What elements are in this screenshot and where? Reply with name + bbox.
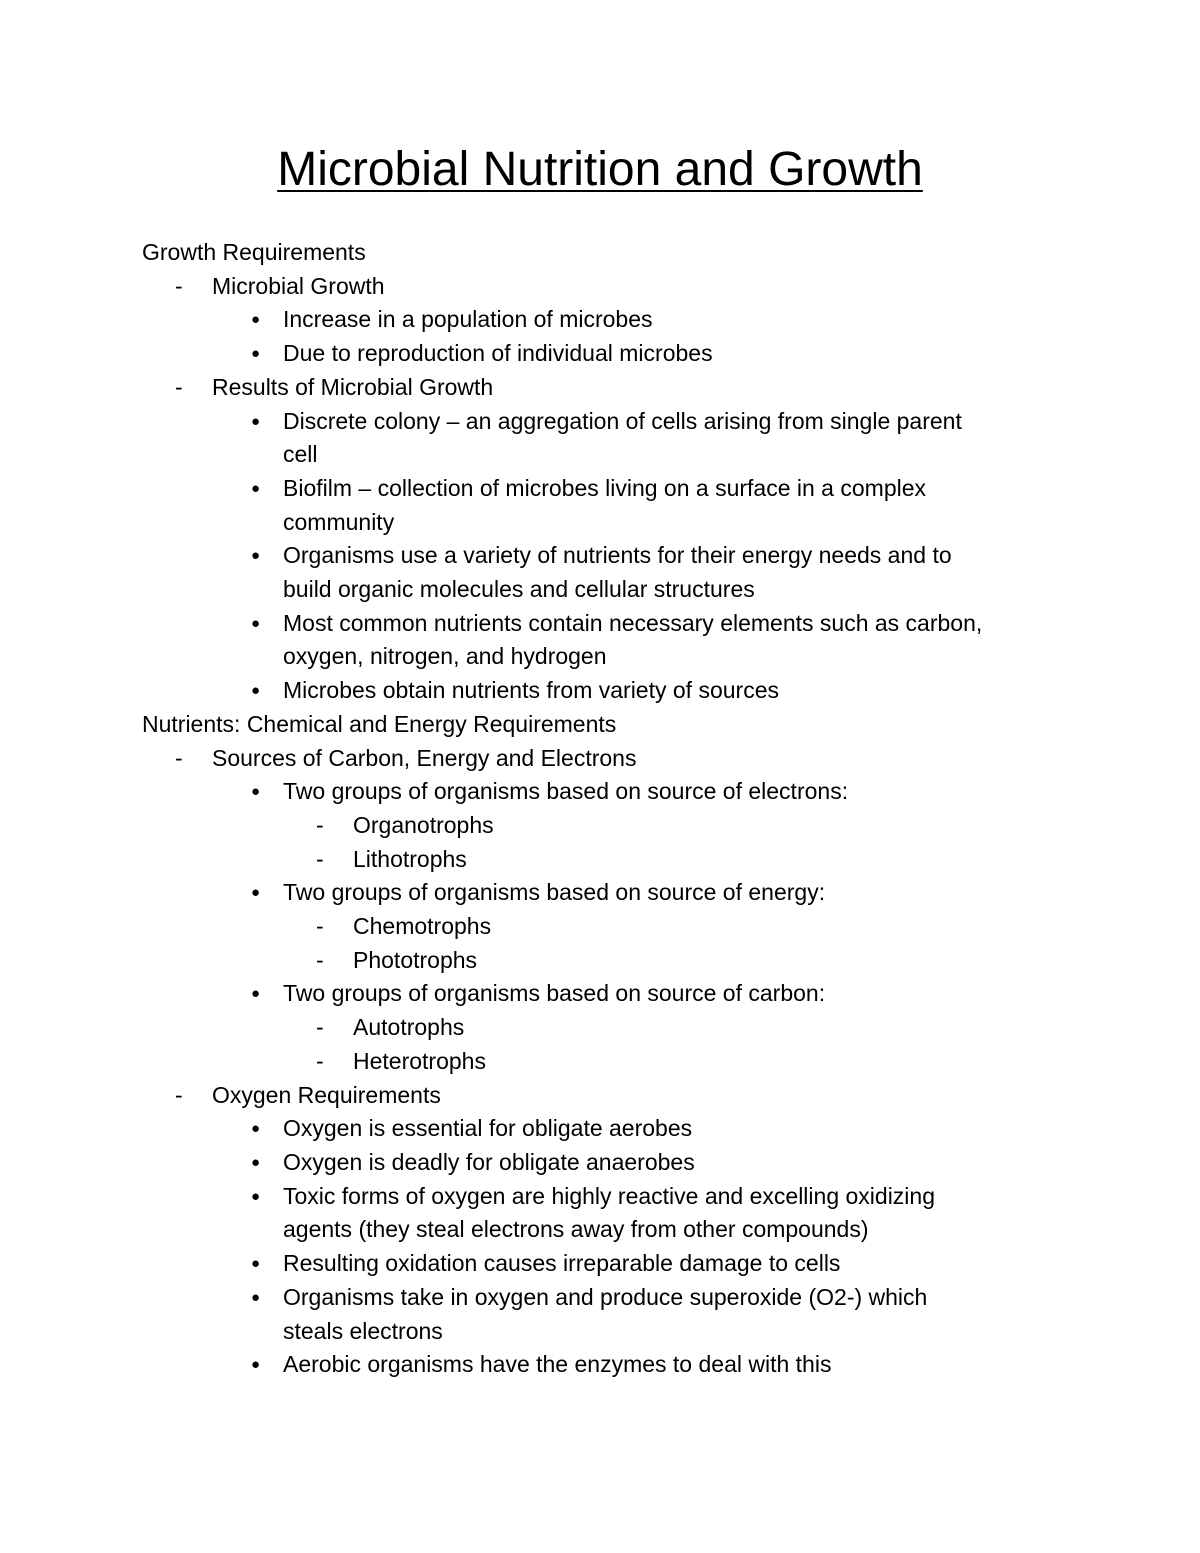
list-item-text: Discrete colony – an aggregation of cells arising from single parent — [283, 407, 962, 434]
list-item — [0, 337, 1200, 371]
list-item-text: Two groups of organisms based on source of electrons: — [283, 778, 849, 805]
bullet-icon: ● — [251, 1255, 261, 1273]
list-item — [0, 876, 1200, 910]
dash-marker: - — [316, 1047, 324, 1074]
list-item-text: Increase in a population of microbes — [283, 306, 653, 333]
list-item — [0, 1281, 1200, 1315]
bullet-icon: ● — [251, 1288, 261, 1306]
list-item-text: Most common nutrients contain necessary elements such as carbon, — [283, 609, 983, 636]
list-item-text: Oxygen Requirements — [212, 1081, 441, 1108]
dash-marker: - — [316, 1014, 324, 1041]
list-item-text: Biofilm – collection of microbes living on a surface in a complex — [283, 474, 927, 501]
dash-marker: - — [316, 811, 324, 838]
list-item-text: Aerobic organisms have the enzymes to deal with this — [283, 1351, 832, 1378]
list-item-continuation: steals electrons — [283, 1317, 443, 1344]
list-item — [0, 742, 1200, 776]
dash-marker: - — [316, 946, 324, 973]
list-item-text: Heterotrophs — [353, 1047, 486, 1074]
bullet-icon: ● — [251, 479, 261, 497]
list-item-text: Oxygen is deadly for obligate anaerobes — [283, 1148, 695, 1175]
bullet-icon: ● — [251, 884, 261, 902]
bullet-icon: ● — [251, 1120, 261, 1138]
list-item-text: Sources of Carbon, Energy and Electrons — [212, 744, 637, 771]
list-item — [0, 977, 1200, 1011]
list-item-text: Organotrophs — [353, 811, 494, 838]
list-item — [0, 775, 1200, 809]
list-item — [0, 944, 1200, 978]
notes-content — [0, 236, 1200, 1382]
list-item — [0, 1045, 1200, 1079]
list-item-continuation: community — [283, 508, 395, 535]
list-item — [0, 371, 1200, 405]
bullet-icon: ● — [251, 614, 261, 632]
bullet-icon: ● — [251, 345, 261, 363]
list-item-text: Microbes obtain nutrients from variety of sources — [283, 677, 779, 704]
page-title — [0, 140, 1200, 200]
list-item-text: Microbial Growth — [212, 272, 385, 299]
list-item-text: Chemotrophs — [353, 913, 492, 940]
dash-marker: - — [316, 913, 324, 940]
bullet-icon: ● — [251, 547, 261, 565]
list-item — [0, 405, 1200, 439]
list-item — [0, 674, 1200, 708]
list-item — [0, 843, 1200, 877]
dash-marker: - — [175, 272, 183, 299]
page-title-text: Microbial Nutrition and Growth — [277, 143, 923, 196]
list-item-text: Lithotrophs — [353, 845, 467, 872]
bullet-icon: ● — [251, 412, 261, 430]
dash-marker: - — [175, 744, 183, 771]
bullet-icon: ● — [251, 1187, 261, 1205]
list-item — [0, 1079, 1200, 1113]
list-item-continuation: build organic molecules and cellular structures — [283, 576, 755, 603]
section-heading-growth-requirements: Growth Requirements — [142, 239, 366, 265]
bullet-icon: ● — [251, 1153, 261, 1171]
list-item — [0, 1011, 1200, 1045]
list-item — [0, 1348, 1200, 1382]
list-item — [0, 1112, 1200, 1146]
list-item — [0, 303, 1200, 337]
list-item — [0, 910, 1200, 944]
bullet-icon: ● — [251, 682, 261, 700]
list-item — [0, 1146, 1200, 1180]
list-item — [0, 270, 1200, 304]
section-heading-nutrients: Nutrients: Chemical and Energy Requirements — [142, 710, 617, 737]
list-item-text: Toxic forms of oxygen are highly reactive and excelling oxidizing — [283, 1182, 935, 1209]
bullet-icon: ● — [251, 783, 261, 801]
bullet-icon: ● — [251, 985, 261, 1003]
dash-marker: - — [316, 845, 324, 872]
list-item-text: Due to reproduction of individual microbes — [283, 340, 713, 367]
list-item-text: Resulting oxidation causes irreparable damage to cells — [283, 1250, 841, 1277]
dash-marker: - — [175, 373, 183, 400]
bullet-icon: ● — [251, 311, 261, 329]
list-item — [0, 1180, 1200, 1214]
list-item — [0, 1247, 1200, 1281]
list-item — [0, 539, 1200, 573]
list-item — [0, 607, 1200, 641]
list-item-continuation: agents (they steal electrons away from other compounds) — [283, 1216, 869, 1243]
list-item-continuation: oxygen, nitrogen, and hydrogen — [283, 643, 607, 670]
list-item-text: Autotrophs — [353, 1014, 465, 1041]
list-item-text: Two groups of organisms based on source of energy: — [283, 879, 826, 906]
bullet-icon: ● — [251, 1356, 261, 1374]
list-item-continuation: cell — [283, 441, 318, 468]
list-item — [0, 472, 1200, 506]
list-item-text: Two groups of organisms based on source of carbon: — [283, 980, 826, 1007]
list-item — [0, 809, 1200, 843]
list-item-text: Organisms take in oxygen and produce superoxide (O2-) which — [283, 1283, 928, 1310]
dash-marker: - — [175, 1081, 183, 1108]
list-item-text: Oxygen is essential for obligate aerobes — [283, 1115, 693, 1142]
list-item-text: Organisms use a variety of nutrients for their energy needs and to — [283, 542, 952, 569]
list-item-text: Results of Microbial Growth — [212, 373, 494, 400]
list-item-text: Phototrophs — [353, 946, 478, 973]
